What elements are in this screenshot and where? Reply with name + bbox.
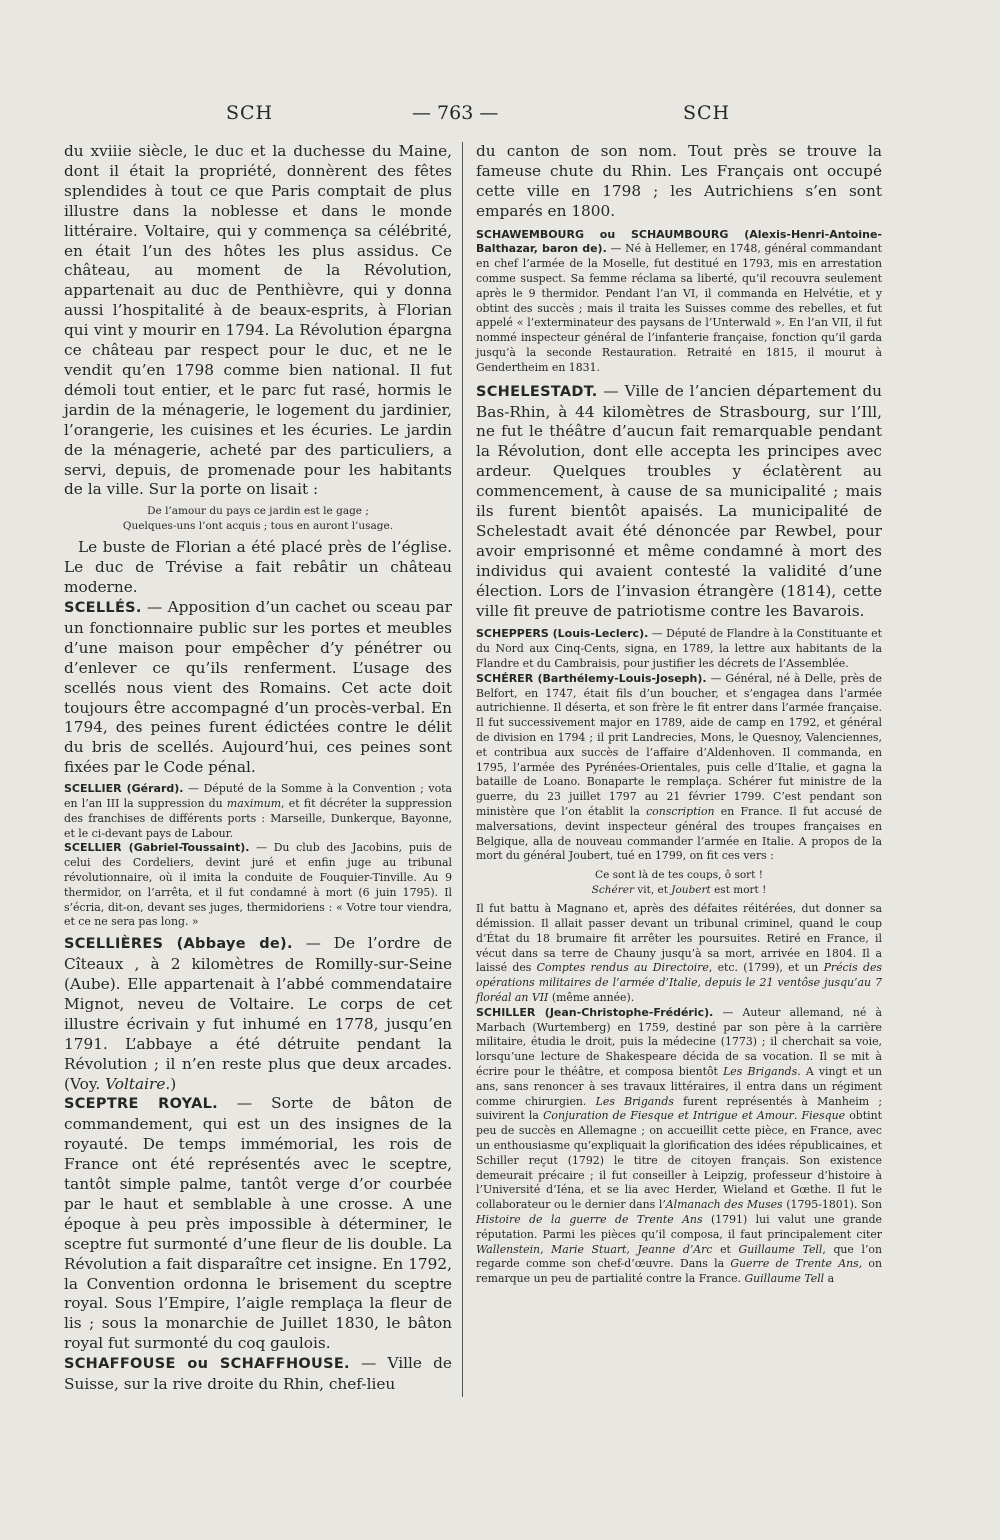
headword: SCHÉRER (Barthélemy-Louis-Joseph). (476, 671, 707, 685)
left-column (64, 142, 452, 1395)
headword: SCELLIÈRES (Abbaye de). (64, 936, 293, 953)
headword: SCEPTRE ROYAL. (64, 1096, 218, 1113)
headword: SCELLIER (Gabriel-Toussaint). (64, 841, 250, 855)
column-divider (462, 142, 463, 1397)
headword: SCHILLER (Jean-Christophe-Frédéric). (476, 1005, 714, 1019)
headword: SCELLIER (Gérard). (64, 782, 184, 796)
entry-scellier-gabriel: SCELLIER (Gabriel-Toussaint). — Du club des Jacobins, puis de celui des Cordeliers, devint juré et enfin juge au tribunal révolutionnaire, où il imita la conduite de Fouquier-Tinville. Au 9 thermidor, on l’arrêta, et il fut condamné à mort (6 juin 1795). Il s’écria, dit-on, devant ses juges, thermidoriens : « Votre tour viendra, et ce ne sera pas long. » (64, 841, 452, 929)
headword: SCHAFFOUSE ou SCHAFFHOUSE. (64, 1356, 350, 1373)
verse-line: Schérer vit, et Joubert est mort ! (591, 884, 767, 897)
headword: SCELLÉS. (64, 600, 142, 617)
entry-scherer: SCHÉRER (Barthélemy-Louis-Joseph). — Général, né à Delle, près de Belfort, en 1747, était fils d’un boucher, et s’engagea dans l’armée autrichienne. Il déserta, et son frère le fit entrer dans l’armée française. Il fut successivement major en 1789, aide de camp en 1792, et général de division en 1794 ; il prit Landrecies, Mons, le Quesnoy, Valenciennes, et contribua aux succès de l’affaire d’Aldenhoven. Il commanda, en 1795, l’armée des Pyrénées-Orientales, puis celle d’Italie, et gagna la bataille de Loano. Bonaparte le remplaça. Schérer fut ministre de la guerre, du 23 juillet 1797 au 21 février 1799. C’est pendant son ministère que l’on établit la conscription en France. Il fut accusé de malversations, devint inspecteur général des troupes françaises en Belgique, alla de nouveau commander l’armée en Italie. A propos de la mort du général Joubert, tué en 1799, on fit ces vers : (476, 671, 883, 863)
entry-scellier-gerard: SCELLIER (Gérard). — Député de la Somme à la Convention ; vota en l’an III la suppression du maximum, et fit décréter la suppression des franchises de différents ports : Marseille, Dunkerque, Bayonne, et le ci-devant pays de Labour. (64, 782, 452, 840)
entry-scelles: SCELLÉS. — Apposition d’un cachet ou sceau par un fonctionnaire public sur les portes et meubles d’une maison pour empêcher d’y pénétrer ou d’enlever ce qu’ils renferment. L’usage des scellés nous vient des Romains. Cet acte doit toujours être accompagné d’un procès-verbal. En 1794, des peines furent édictées contre le délit du bris de scellés. Aujourd’hui, ces peines sont fixées par le Code pénal. (64, 598, 452, 777)
verse-line: De l’amour du pays ce jardin est le gage ; (147, 505, 369, 518)
headword: SCHEPPERS (Louis-Leclerc). (476, 627, 649, 641)
entry-scheppers: SCHEPPERS (Louis-Leclerc). — Député de Flandre à la Constituante et du Nord aux Cinq-Cents, signa, en 1789, la lettre aux habitants de la Flandre et du Cambraisis, pour justifier les décrets de l’Assemblée. (476, 627, 882, 671)
running-head (0, 102, 1000, 132)
inscription-verse (64, 504, 452, 534)
paragraph-florian-bust: Le buste de Florian a été placé près de l’église. Le duc de Trévise a fait rebâtir un château moderne. (64, 538, 452, 597)
entry-sceptre-royal: SCEPTRE ROYAL. — Sorte de bâton de commandement, qui est un des insignes de la royauté. De temps immémorial, les rois de France ont été représentés avec le sceptre, tantôt simple palme, tantôt verge d’or courbée par le haut et semblable à une crosse. A une époque à peu près impossible à déterminer, le sceptre fut surmonté d’une fleur de lis double. La Révolution a fait disparaître cet insigne. En 1792, la Convention ordonna le brisement du sceptre royal. Sous l’Empire, l’aigle remplaça la fleur de lis ; sous la monarchie de Juillet 1830, le bâton royal fut surmonté du coq gaulois. (64, 1094, 452, 1353)
entry-scellieres: SCELLIÈRES (Abbaye de). — De l’ordre de Cîteaux , à 2 kilomètres de Romilly-sur-Seine (Aube). Elle appartenait à l’abbé commendataire Mignot, neveu de Voltaire. Le corps de cet illustre écrivain y fut inhumé en 1778, jusqu’en 1791. L’abbaye a été détruite pendant la Révolution ; il n’en reste plus que deux arcades. (Voy. Voltaire.) (64, 934, 453, 1093)
headword: SCHELESTADT. (476, 383, 598, 400)
verse-line: Ce sont là de tes coups, ô sort ! (595, 869, 763, 882)
header-left: SCH (226, 102, 274, 124)
page-number: — 763 — (412, 102, 499, 124)
paragraph-sceaux-continued: du xviiie siècle, le duc et la duchesse du Maine, dont il était la propriété, donnèrent des fêtes splendides à tout ce que Paris comptait de plus illustre dans la noblesse et dans le monde littéraire. Voltaire, qui y commença sa célébrité, en était l’un des hôtes les plus assidus. Ce château, au moment de la Révolution, appartenait au duc de Penthièvre, qui y donna aussi l’hospitalité à de beaux-esprits, à Florian qui vint y mourir en 1794. La Révolution épargna ce château par respect pour le duc, et ne le vendit qu’en 1798 comme bien national. Il fut démoli tout entier, et le parc fut rasé, hormis le jardin de la ménagerie, le logement du jardinier, l’orangerie, les cuisines et les écuries. Le jardin de la ménagerie, acheté par des particuliers, a servi, depuis, de promenade pour les habitants de la ville. Sur la porte on lisait : (64, 142, 452, 499)
right-column (476, 142, 882, 1287)
joubert-verse (476, 868, 882, 898)
entry-scherer-continued: Il fut battu à Magnano et, après des défaites réitérées, dut donner sa démission. Il allait passer devant un tribunal criminel, quand le coup d’État du 18 brumaire fit arrêter les poursuites. Retiré en France, il vécut dans sa terre de Chauny jusqu’à sa mort, arrivée en 1804. Il a laissé des Comptes rendus au Directoire, etc. (1799), et un Précis des opérations militaires de l’armée d’Italie, depuis le 21 ventôse jusqu’au 7 floréal an VII (même année). (476, 902, 883, 1004)
entry-schaffouse: SCHAFFOUSE ou SCHAFFHOUSE. — Ville de Suisse, sur la rive droite du Rhin, chef-lieu (64, 1354, 452, 1394)
entry-schawembourg: SCHAWEMBOURG ou SCHAUMBOURG (Alexis-Henri-Antoine-Balthazar, baron de). — Né à Hellemer, en 1748, général commandant en chef l’armée de la Moselle, fut destitué en 1793, mis en arrestation comme suspect. Sa femme réclama sa liberté, qu’il recouvra seulement après le 9 thermidor. Pendant l’an VI, il commanda en Helvétie, et y obtint des succès ; mais il traita les Suisses comme des rebelles, et fut appelé « l’exterminateur des paysans de l’Unterwald ». En l’an VII, il fut nommé inspecteur général de l’infanterie française, fonction qu’il garda jusqu’à la seconde Restauration. Retraité en 1815, il mourut à Gendertheim en 1831. (476, 227, 882, 374)
paragraph-schaffouse-continued: du canton de son nom. Tout près se trouve la fameuse chute du Rhin. Les Français ont occupé cette ville en 1798 ; les Autrichiens s’en sont emparés en 1800. (476, 142, 882, 220)
entry-schelestadt: SCHELESTADT. — Ville de l’ancien département du Bas-Rhin, à 44 kilomètres de Strasbourg, sur l’Ill, ne fut le théâtre d’aucun fait remarquable pendant la Révolution, dont elle accepta les principes avec ardeur. Quelques troubles y éclatèrent au commencement, à cause de sa municipalité ; mais ils furent bientôt apaisés. La municipalité de Schelestadt avait été dénoncée par Rewbel, pour avoir emprisonné et même condamné à mort des individus qui avaient contesté la validité d’une élection. Lors de l’invasion étrangère (1814), cette ville fit preuve de patriotisme contre les Bavarois. (476, 381, 882, 620)
header-right: SCH (683, 102, 731, 124)
verse-line: Quelques-uns l’ont acquis ; tous en auront l’usage. (122, 520, 394, 533)
headword: SCHAWEMBOURG ou SCHAUMBOURG (Alexis-Henri-Antoine-Balthazar, baron de). (476, 227, 882, 256)
entry-schiller: SCHILLER (Jean-Christophe-Frédéric). — Auteur allemand, né à Marbach (Wurtemberg) en 1759, destiné par son père à la carrière militaire, étudia le droit, puis la médecine (1773) ; il cherchait sa voie, lorsqu’une lecture de Shakespeare décida de sa vocation. Il se mit à écrire pour le théâtre, et composa bientôt Les Brigands. A vingt et un ans, sans renoncer à ses travaux littéraires, il entra dans un régiment comme chirurgien. Les Brigands furent représentés à Manheim ; suivirent la Conjuration de Fiesque et Intrigue et Amour. Fiesque obtint peu de succès en Allemagne ; on accueillit cette pièce, en France, avec un enthousiasme qu’expliquait la glorification des idées républicaines, et Schiller reçut (1792) le titre de citoyen français. Son existence demeurait précaire ; il fut conseiller à Leipzig, professeur d’histoire à l’Université d’Iéna, et se lia avec Herder, Wieland et Gœthe. Il fut le collaborateur ou le dernier dans l’Almanach des Muses (1795-1801). Son Histoire de la guerre de Trente Ans (1791) lui valut une grande réputation. Parmi les pièces qu’il composa, il faut principalement citer Wallenstein, Marie Stuart, Jeanne d’Arc et Guillaume Tell, que l’on regarde comme son chef-d’œuvre. Dans la Guerre de Trente Ans, on remarque un peu de partialité contre la France. Guillaume Tell a (476, 1005, 883, 1286)
